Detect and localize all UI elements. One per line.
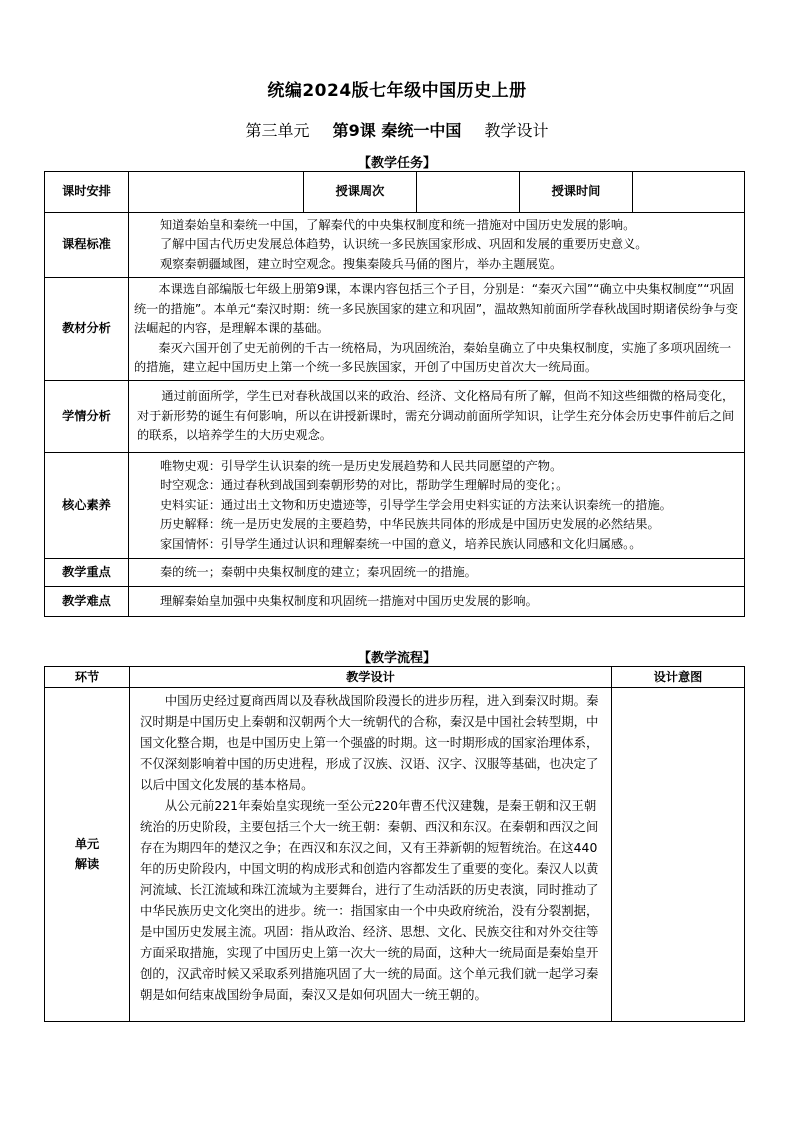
unit-label: 第三单元 (245, 121, 310, 140)
content-line: 历史解释：统一是历史发展的主要趋势，中华民族共同体的形成是中国历史发展的必然结果。 (160, 517, 660, 532)
content-line: 时空观念：通过春秋到战国到秦朝形势的对比，帮助学生理解时局的变化；。 (160, 478, 569, 493)
row-label: 学情分析 (45, 381, 129, 453)
textbook-analysis-row (45, 278, 745, 381)
row-label: 核心素养 (45, 453, 129, 559)
stage-label-line: 单元 (74, 837, 100, 851)
student-analysis-row (45, 381, 745, 453)
row-label: 教材分析 (45, 278, 129, 381)
row-content (129, 559, 745, 587)
content-line: 理解秦始皇加强中央集权制度和巩固统一措施对中国历史发展的影响。 (160, 593, 538, 608)
column-header-design: 教学设计 (130, 667, 612, 688)
intent-cell (612, 688, 745, 1022)
flow-section-heading: 【教学流程】 (357, 651, 436, 666)
schedule-row (45, 172, 745, 213)
design-paragraph: 从公元前221年秦始皇实现统一至公元220年曹丕代汉建魏，是秦王朝和汉王朝统治的历史阶段，主要包括三个大一统王朝：秦朝、西汉和东汉。在秦朝和西汉之间存在为期四年的楚汉之争；在西汉和东汉之间，又有王莽新朝的短暂统治。在这440年的历史阶段内，中国文明的构成形式和创造内容都发生了重要的变化。秦汉人以黄河流域、长江流域和珠江流域为主要舞台，进行了生动活跃的历史表演，同时推动了中华民族历史文化突出的进步。统一：指国家由一个中央政府统治，没有分裂割据，是中国历史发展主流。巩固：指从政治、经济、思想、文化、民族交往和对外交往等方面采取措施，实现了中国历史上第一次大一统的局面，这种大一统局面是秦始皇开创的，汉武帝时候又采取系列措施巩固了大一统的局面。这个单元我们就一起学习秦朝是如何结束战国纷争局面，秦汉又是如何巩固大一统王朝的。 (140, 798, 599, 1002)
content-paragraph: 本课选自部编版七年级上册第9课，本课内容包括三个子目，分别是：“秦灭六国”“确立中央集权制度”“巩固统一的措施”。本单元“秦汉时期：统一多民族国家的建立和巩固”，温故熟知前面所学春秋战国时期诸侯纷争与变法崛起的内容，是理解本课的基础。 (134, 282, 738, 336)
row-content (129, 587, 745, 617)
week-value (417, 172, 520, 213)
row-label: 教学难点 (45, 587, 129, 617)
week-label: 授课周次 (304, 172, 417, 213)
design-cell (130, 688, 612, 1022)
row-content (129, 381, 745, 453)
document-title: 统编2024版七年级中国历史上册 (267, 81, 527, 101)
row-content (129, 453, 745, 559)
column-header-stage: 环节 (45, 667, 130, 688)
row-label: 教学重点 (45, 559, 129, 587)
schedule-value (129, 172, 304, 213)
content-line: 唯物史观：引导学生认识秦的统一是历史发展趋势和人民共同愿望的产物。 (160, 458, 563, 473)
core-literacy-row (45, 453, 745, 559)
content-line: 秦的统一；秦朝中央集权制度的建立；秦巩固统一的措施。 (160, 564, 477, 579)
content-line: 史料实证：通过出土文物和历史遗迹等，引导学生学会用史料实证的方法来认识秦统一的措施。 (160, 497, 672, 512)
content-line: 知道秦始皇和秦统一中国，了解秦代的中央集权制度和统一措施对中国历史发展的影响。 (160, 217, 636, 232)
lesson-title: 第9课 秦统一中国 (332, 121, 462, 140)
teaching-flow-table (44, 666, 745, 1022)
time-value (633, 172, 745, 213)
flow-header-row (45, 667, 745, 688)
stage-cell (45, 688, 130, 1022)
design-paragraph: 中国历史经过夏商西周以及春秋战国阶段漫长的进步历程，进入到秦汉时期。秦汉时期是中国历史上秦朝和汉朝两个大一统朝代的合称，秦汉是中国社会转型期，中国文化整合期，也是中国历史上第一个强盛的时期。这一时期形成的国家治理体系，不仅深刻影响着中国的历史进程，形成了汉族、汉语、汉字、汉服等基础，也决定了以后中国文化发展的基本格局。 (140, 693, 599, 792)
time-label: 授课时间 (520, 172, 633, 213)
task-section-heading: 【教学任务】 (357, 156, 436, 171)
flow-row-unit-reading (45, 688, 745, 1022)
row-content (129, 278, 745, 381)
content-paragraph: 通过前面所学，学生已对春秋战国以来的政治、经济、文化格局有所了解，但尚不知这些细微的格局变化，对于新形势的诞生有何影响，所以在讲授新课时，需充分调动前面所学知识，让学生充分体会历史事件前后之间的联系，以培养学生的大历史观念。 (137, 389, 735, 443)
doc-type-label: 教学设计 (484, 121, 549, 140)
key-points-row (45, 559, 745, 587)
stage-label-line: 解读 (74, 856, 100, 871)
row-label: 课程标准 (45, 213, 129, 278)
content-line: 观察秦朝疆域图，建立时空观念。搜集秦陵兵马俑的图片，举办主题展览。 (160, 256, 563, 271)
content-line: 了解中国古代历史发展总体趋势，认识统一多民族国家形成、巩固和发展的重要历史意义。 (160, 237, 648, 252)
curriculum-standard-row (45, 213, 745, 278)
content-line: 家国情怀：引导学生通过认识和理解秦统一中国的意义，培养民族认同感和文化归属感。。 (160, 536, 642, 551)
content-paragraph: 秦灭六国开创了史无前例的千古一统格局，为巩固统治，秦始皇确立了中央集权制度，实施了多项巩固统一的措施，建立起中国历史上第一个统一多民族国家，开创了中国历史首次大一统局面。 (134, 340, 732, 375)
schedule-label: 课时安排 (45, 172, 129, 213)
column-header-intent: 设计意图 (612, 667, 745, 688)
teaching-task-table (44, 171, 745, 617)
difficult-points-row (45, 587, 745, 617)
row-content (129, 213, 745, 278)
lesson-subtitle (0, 118, 794, 141)
